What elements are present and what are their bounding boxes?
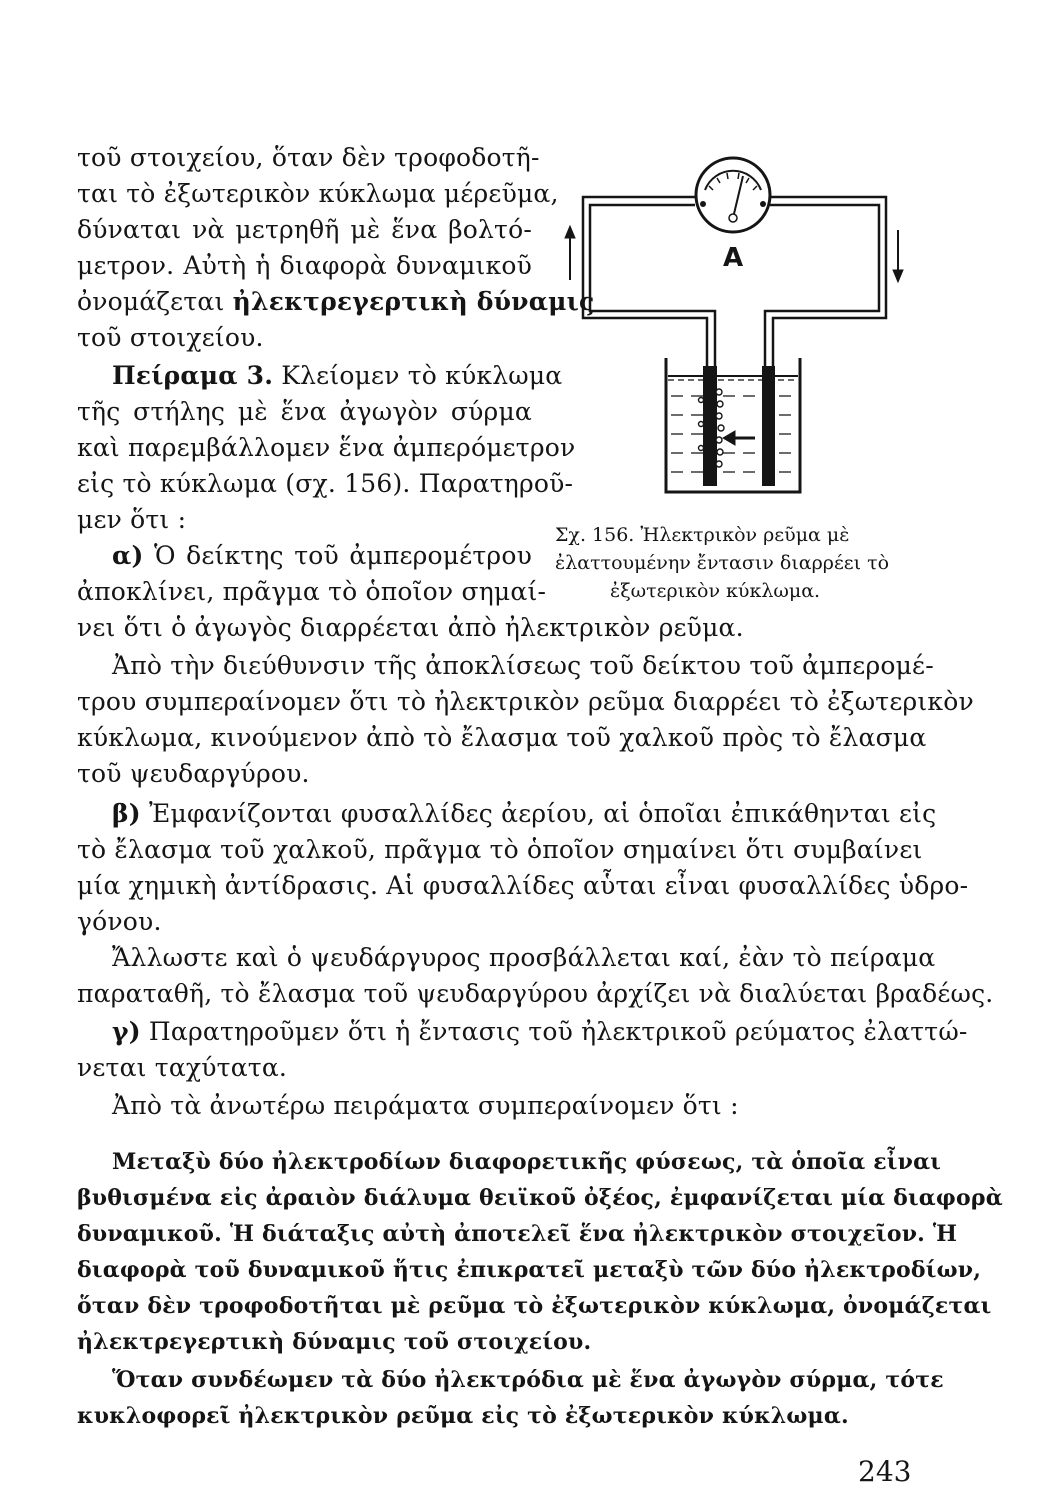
- conclusion-line: κυκλοφορεῖ ἠλεκτρικὸν ρεῦμα εἰς τὸ ἐξωτερικὸν κύκλωμα.: [77, 1403, 849, 1429]
- text-line: τρου συμπεραίνομεν ὅτι τὸ ἠλεκτρικὸν ρεῦμα διαρρέει τὸ ἐξωτερικὸν: [77, 687, 974, 716]
- conclusion-line: Μεταξὺ δύο ἠλεκτροδίων διαφορετικῆς φύσεως, τὰ ὁποῖα εἶναι: [112, 1149, 942, 1175]
- experiment-heading: Πείραμα 3.: [112, 361, 274, 390]
- text-fragment: Ἐμφανίζονται φυσαλλίδες ἀερίου, αἱ ὁποῖαι ἐπικάθηνται εἰς: [149, 799, 937, 828]
- text-line: ται τὸ ἐξωτερικὸν κύκλωμα μέρεῦμα,: [77, 179, 559, 208]
- figure-156-circuit: [555, 140, 905, 520]
- text-line: [112, 1016, 968, 1048]
- text-line: μεν ὅτι :: [77, 505, 187, 534]
- text-line: ἀποκλίνει, πρᾶγμα τὸ ὁποῖον σημαί-: [77, 577, 547, 606]
- conclusion-line: Ὅταν συνδέωμεν τὰ δύο ἠλεκτρόδια μὲ ἕνα ἀγωγὸν σύρμα, τότε: [112, 1367, 944, 1393]
- text-line: τοῦ στοιχείου, ὅταν δὲν τροφοδοτῆ-: [77, 143, 540, 172]
- text-line: [77, 286, 595, 318]
- text-line: νει ὅτι ὁ ἀγωγὸς διαρρέεται ἀπὸ ἠλεκτρικὸν ρεῦμα.: [77, 613, 744, 642]
- text-fragment: Παρατηροῦμεν ὅτι ἡ ἔντασις τοῦ ἠλεκτρικοῦ ρεύματος ἐλαττώ-: [148, 1017, 968, 1046]
- item-a-label: α): [112, 541, 144, 570]
- figure-caption-line: ἐξωτερικὸν κύκλωμα.: [610, 580, 821, 602]
- item-b-label: β): [112, 799, 141, 828]
- text-line: παραταθῆ, τὸ ἔλασμα τοῦ ψευδαργύρου ἀρχίζει νὰ διαλύεται βραδέως.: [77, 979, 994, 1008]
- text-line: [112, 360, 563, 392]
- text-line: Ἄλλωστε καὶ ὁ ψευδάργυρος προσβάλλεται καί, ἐὰν τὸ πείραμα: [112, 943, 936, 972]
- text-line: μία χημικὴ ἀντίδρασις. Αἱ φυσαλλίδες αὗται εἶναι φυσαλλίδες ὑδρο-: [77, 871, 969, 900]
- figure-caption-line: ἐλαττουμένην ἔντασιν διαρρέει τὸ: [555, 552, 890, 574]
- text-line: κύκλωμα, κινούμενον ἀπὸ τὸ ἔλασμα τοῦ χαλκοῦ πρὸς τὸ ἔλασμα: [77, 723, 927, 752]
- bold-term-emf: ἠλεκτρεγερτικὴ δύναμις: [232, 287, 595, 316]
- figure-caption-line: Σχ. 156. Ἠλεκτρικὸν ρεῦμα μὲ: [555, 524, 850, 546]
- text-line: μετρον. Αὐτὴ ἡ διαφορὰ δυναμικοῦ: [77, 251, 532, 280]
- conclusion-line: ὅταν δὲν τροφοδοτῆται μὲ ρεῦμα τὸ ἐξωτερικὸν κύκλωμα, ὀνομάζεται: [77, 1293, 992, 1319]
- text-line: [112, 798, 937, 830]
- text-line: τοῦ ψευδαργύρου.: [77, 759, 310, 788]
- ammeter-label: A: [722, 243, 744, 273]
- text-line: γόνου.: [77, 907, 162, 936]
- text-line: νεται ταχύτατα.: [77, 1053, 288, 1082]
- page-number: 243: [858, 1455, 912, 1488]
- text-line: Ἀπὸ τὰ ἀνωτέρω πειράματα συμπεραίνομεν ὅτι :: [112, 1091, 739, 1120]
- text-line: τοῦ στοιχείου.: [77, 323, 264, 352]
- conclusion-line: διαφορὰ τοῦ δυναμικοῦ ἥτις ἐπικρατεῖ μεταξὺ τῶν δύο ἠλεκτροδίων,: [77, 1257, 982, 1283]
- text-fragment: ὀνομάζεται: [77, 287, 225, 316]
- text-fragment: Κλείομεν τὸ κύκλωμα: [281, 361, 563, 390]
- text-fragment: Ὁ δείκτης τοῦ ἀμπερομέτρου: [153, 541, 532, 570]
- text-line: τὸ ἔλασμα τοῦ χαλκοῦ, πρᾶγμα τὸ ὁποῖον σημαίνει ὅτι συμβαίνει: [77, 835, 923, 864]
- text-line: καὶ παρεμβάλλομεν ἕνα ἀμπερόμετρον: [77, 433, 576, 462]
- conclusion-line: βυθισμένα εἰς ἀραιὸν διάλυμα θειϊκοῦ ὀξέος, ἐμφανίζεται μία διαφορὰ: [77, 1185, 1003, 1211]
- text-line: Ἀπὸ τὴν διεύθυνσιν τῆς ἀποκλίσεως τοῦ δείκτου τοῦ ἀμπερομέ-: [112, 651, 934, 680]
- text-line: εἰς τὸ κύκλωμα (σχ. 156). Παρατηροῦ-: [77, 469, 574, 498]
- text-line: [112, 540, 532, 572]
- conclusion-line: δυναμικοῦ. Ἡ διάταξις αὐτὴ ἀποτελεῖ ἕνα ἠλεκτρικὸν στοιχεῖον. Ἡ: [77, 1221, 958, 1247]
- conclusion-line: ἠλεκτρεγερτικὴ δύναμις τοῦ στοιχείου.: [77, 1329, 592, 1355]
- text-line: δύναται νὰ μετρηθῆ μὲ ἕνα βολτό-: [77, 215, 532, 244]
- item-c-label: γ): [112, 1017, 141, 1046]
- text-line: τῆς στήλης μὲ ἕνα ἀγωγὸν σύρμα: [77, 397, 532, 426]
